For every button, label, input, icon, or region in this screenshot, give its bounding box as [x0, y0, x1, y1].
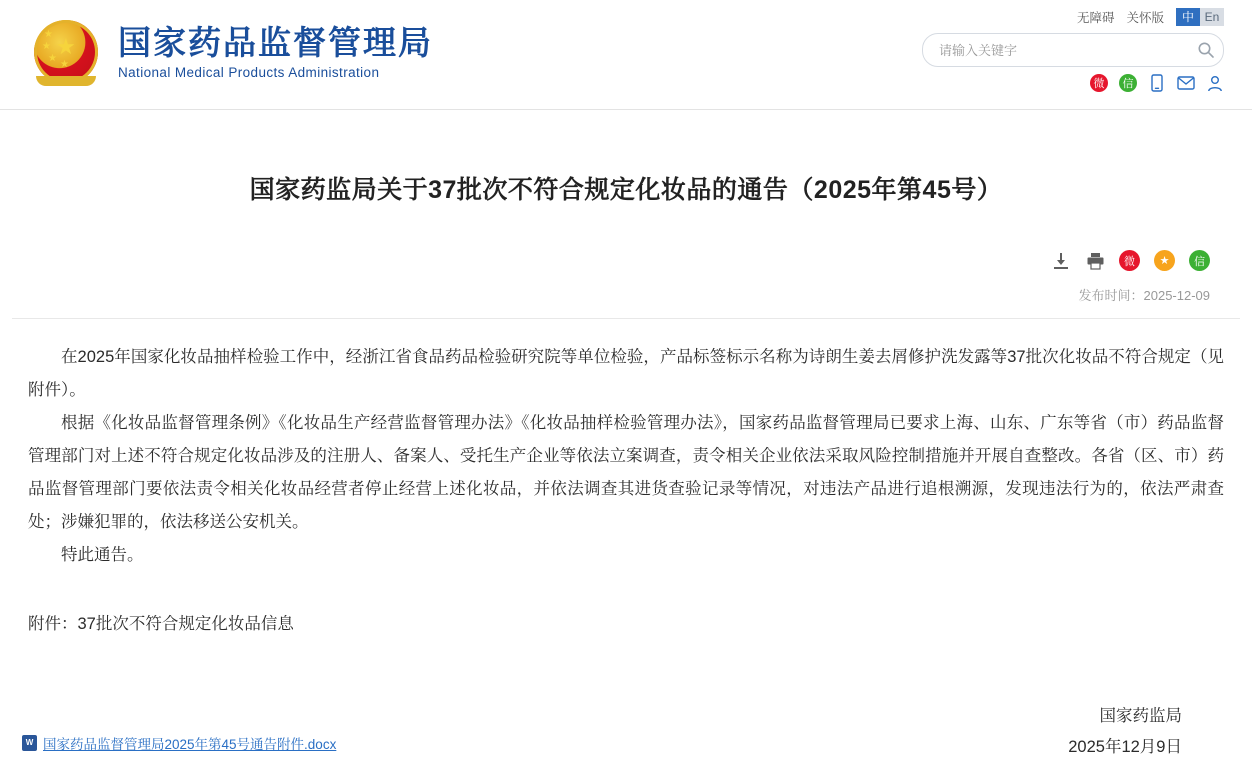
social-links [1090, 74, 1224, 92]
publish-time-label: 发布时间： [1078, 288, 1144, 303]
mobile-icon[interactable] [1148, 74, 1166, 92]
download-icon[interactable] [1051, 251, 1071, 271]
search-input[interactable] [923, 43, 1189, 58]
search-icon[interactable] [1189, 35, 1223, 65]
brand-text [118, 22, 433, 80]
wechat-icon[interactable]: 信 [1119, 74, 1137, 92]
mail-icon[interactable] [1177, 74, 1195, 92]
share-wechat-icon[interactable]: 信 [1189, 250, 1210, 271]
signature-org: 国家药监局 [1099, 707, 1182, 725]
weibo-icon[interactable]: 微 [1090, 74, 1108, 92]
language-chinese[interactable]: 中 [1176, 8, 1200, 26]
accessibility-link[interactable]: 无障碍 [1076, 11, 1115, 25]
user-icon[interactable] [1206, 74, 1224, 92]
care-version-link[interactable]: 关怀版 [1126, 11, 1164, 25]
share-weibo-icon[interactable]: 微 [1119, 250, 1140, 271]
article-body [0, 319, 1252, 572]
language-toggle[interactable] [1176, 8, 1224, 26]
site-header [0, 0, 1252, 110]
language-english[interactable]: En [1200, 8, 1224, 26]
search-box[interactable] [922, 33, 1224, 67]
print-icon[interactable] [1085, 251, 1105, 271]
article-toolbar [0, 226, 1252, 271]
article-paragraph-1: 在2025年国家化妆品抽样检验工作中，经浙江省食品药品检验研究院等单位检验，产品标签标示名称为诗朗生姜去屑修护洗发露等37批次化妆品不符合规定（见附件）。 [28, 348, 1224, 399]
org-name-en: National Medical Products Administration [118, 65, 380, 81]
publish-time-value: 2025-12-09 [1143, 288, 1210, 303]
attachment-download[interactable] [22, 733, 336, 753]
article-page [0, 127, 1252, 764]
national-emblem-icon: ★ ★ ★ ★ ★ [30, 14, 104, 88]
publish-time [0, 271, 1252, 304]
site-brand[interactable] [30, 14, 433, 88]
article-paragraph-2: 根据《化妆品监督管理条例》《化妆品生产经营监督管理办法》《化妆品抽样检验管理办法》，国家药品监督管理局已要求上海、山东、广东等省（市）药品监督管理部门对上述不符合规定化妆品涉及的注册人、备案人、受托生产企业等依法立案调查，责令相关企业依法采取风险控制措施并开展自查整改。各省（区、市）药品监督管理部门要依法责令相关化妆品经营者停止经营上述化妆品，并依法调查其进货查验记录等情况，对违法产品进行追根溯源，发现违法行为的，依法严肃查处；涉嫌犯罪的，依法移送公安机关。 [28, 414, 1224, 531]
attachment-reference: 附件：37批次不符合规定化妆品信息 [28, 615, 294, 633]
top-utility-bar [1077, 8, 1224, 26]
attachment-filename-link[interactable]: 国家药品监督管理局2025年第45号通告附件.docx [43, 737, 337, 752]
word-doc-icon: W [22, 735, 37, 751]
share-qzone-icon[interactable]: ★ [1154, 250, 1175, 271]
page-title: 国家药监局关于37批次不符合规定化妆品的通告（2025年第45号） [249, 175, 1003, 204]
article-paragraph-3: 特此通告。 [61, 546, 144, 564]
signature-date: 2025年12月9日 [1068, 738, 1182, 757]
org-name-cn: 国家药品监督管理局 [118, 23, 433, 61]
